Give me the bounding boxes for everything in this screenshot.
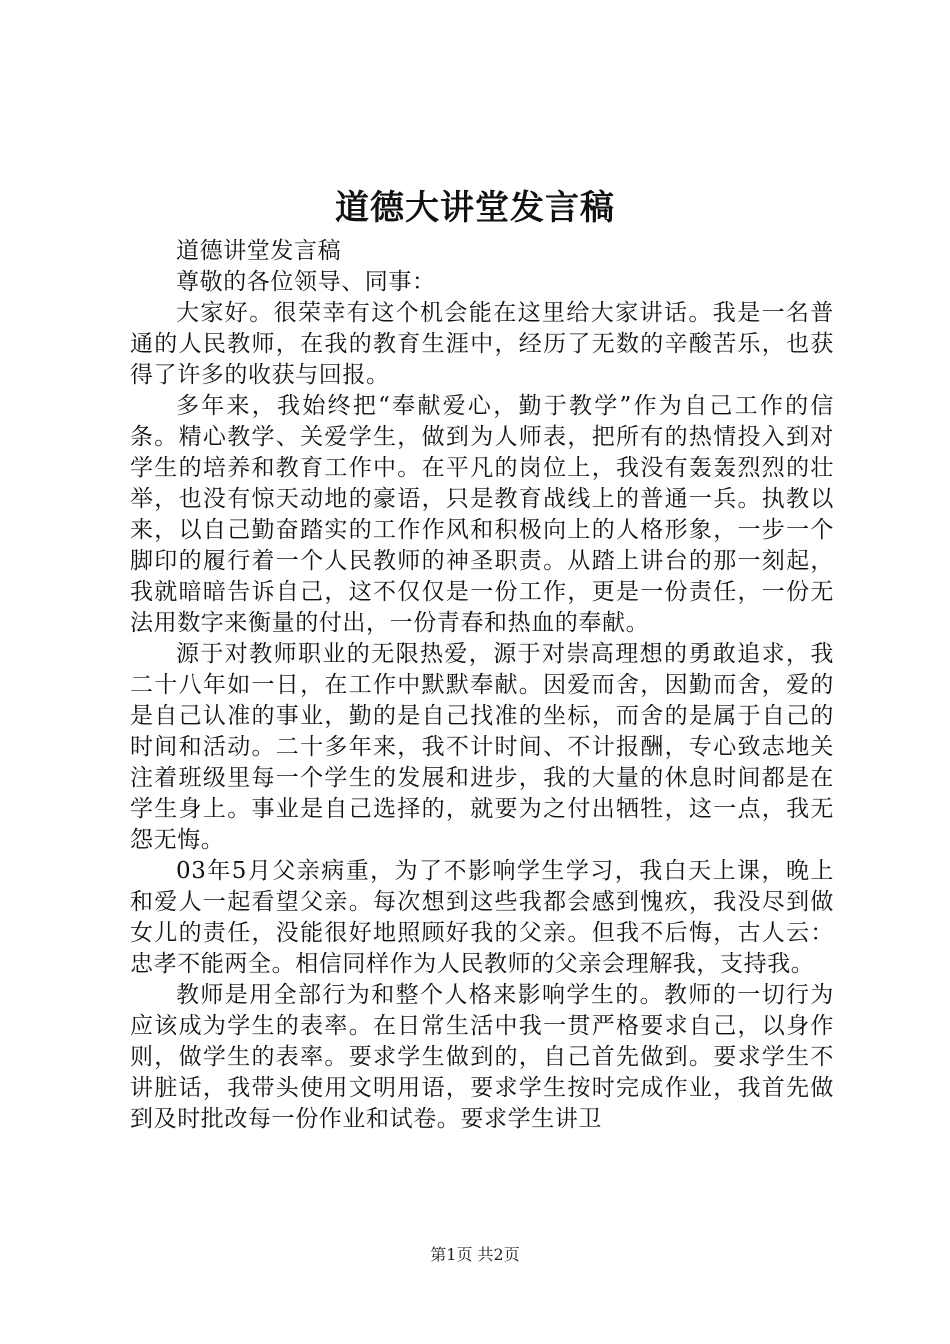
document-title: 道德大讲堂发言稿 <box>335 188 615 228</box>
document-body <box>130 236 834 1135</box>
paragraph-salutation: 尊敬的各位领导、同事： <box>176 269 436 295</box>
paragraph: 多年来，我始终把“奉献爱心，勤于教学”作为自己工作的信条。精心教学、关爱学生，做到为人师表，把所有的热情投入到对学生的培养和教育工作中。在平凡的岗位上，我没有轰轰烈烈的壮举，也没有惊天动地的豪语，只是教育战线上的普通一兵。执教以来，以自己勤奋踏实的工作作风和积极向上的人格形象，一步一个脚印的履行着一个人民教师的神圣职责。从踏上讲台的那一刻起，我就暗暗告诉自己，这不仅仅是一份工作，更是一份责任，一份无法用数字来衡量的付出，一份青春和热血的奉献。 <box>130 393 834 636</box>
page-number-footer: 第1页 共2页 <box>430 1245 520 1264</box>
paragraph: 教师是用全部行为和整个人格来影响学生的。教师的一切行为应该成为学生的表率。在日常生活中我一贯严格要求自己，以身作则，做学生的表率。要求学生做到的，自己首先做到。要求学生不讲脏话，我带头使用文明用语，要求学生按时完成作业，我首先做到及时批改每一份作业和试卷。要求学生讲卫 <box>130 982 834 1132</box>
paragraph: 03年5月父亲病重，为了不影响学生学习，我白天上课，晚上和爱人一起看望父亲。每次想到这些我都会感到愧疚，我没尽到做女儿的责任，没能很好地照顾好我的父亲。但我不后悔，古人云：忠孝不能两全。相信同样作为人民教师的父亲会理解我，支持我。 <box>130 858 834 977</box>
paragraph-heading: 道德讲堂发言稿 <box>176 238 342 264</box>
paragraph: 大家好。很荣幸有这个机会能在这里给大家讲话。我是一名普通的人民教师，在我的教育生涯中，经历了无数的辛酸苦乐，也获得了许多的收获与回报。 <box>130 300 834 388</box>
paragraph: 源于对教师职业的无限热爱，源于对崇高理想的勇敢追求，我二十八年如一日，在工作中默默奉献。因爱而舍，因勤而舍，爱的是自己认准的事业，勤的是自己找准的坐标，而舍的是属于自己的时间和活动。二十多年来，我不计时间、不计报酬，专心致志地关注着班级里每一个学生的发展和进步，我的大量的休息时间都是在学生身上。事业是自己选择的，就要为之付出牺牲，这一点，我无怨无悔。 <box>130 641 834 853</box>
